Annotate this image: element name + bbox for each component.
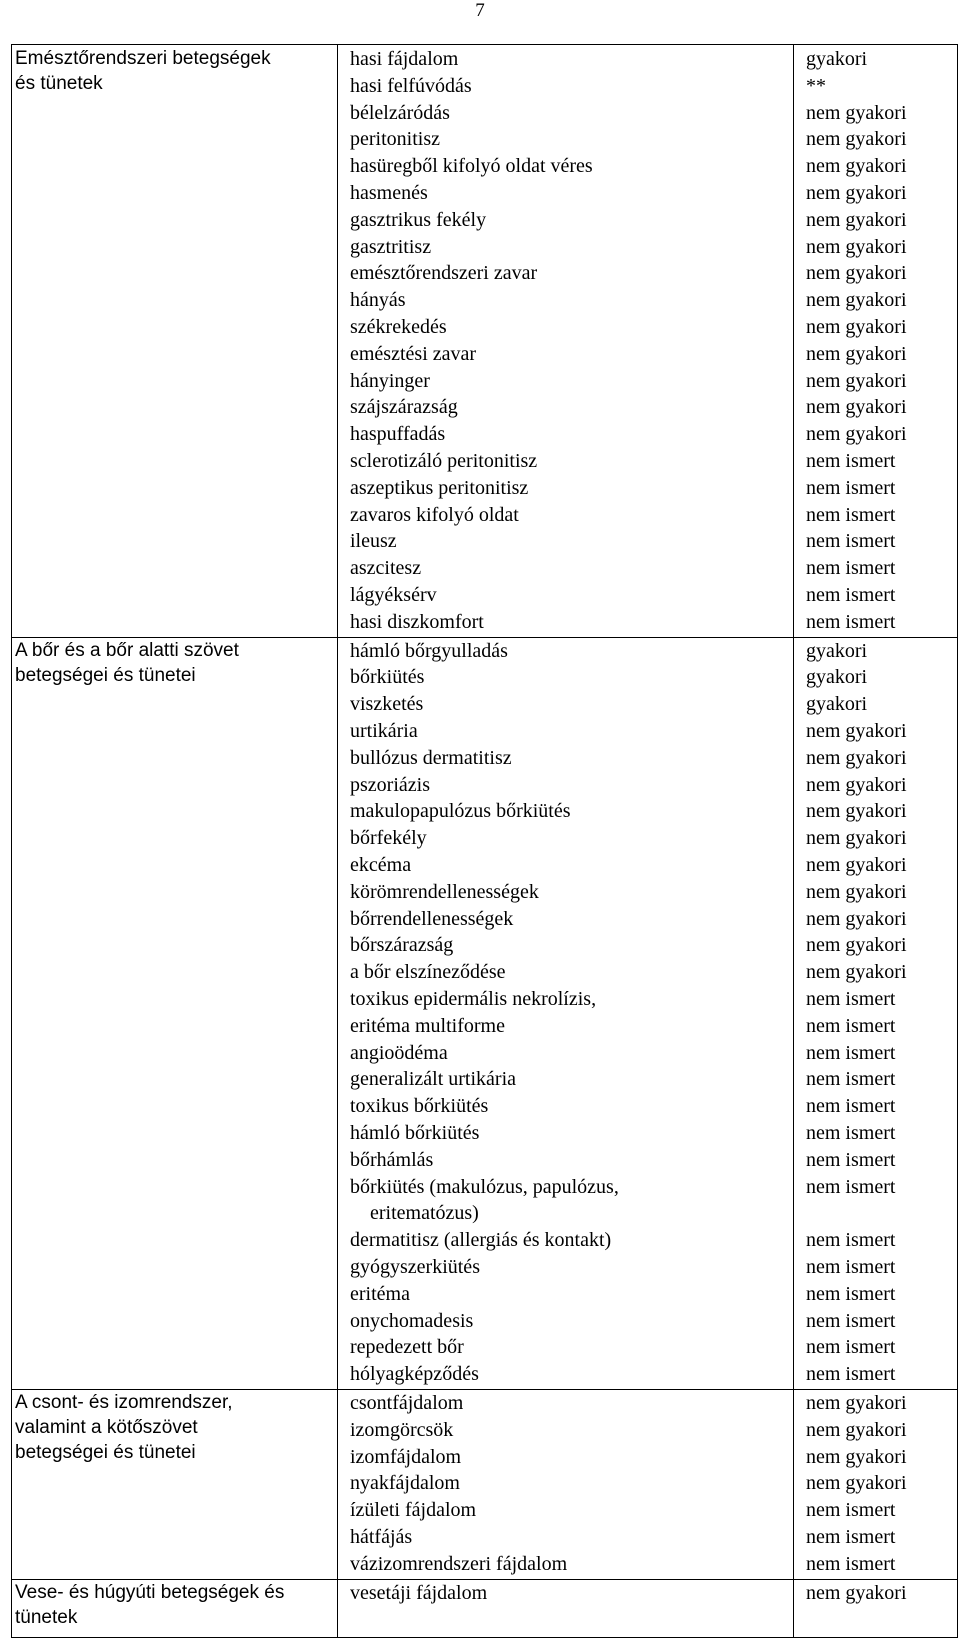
frequency-list — [806, 1390, 956, 1578]
adverse-reaction-term: szájszárazság — [350, 396, 458, 419]
frequency-value: nem gyakori — [806, 128, 907, 151]
frequency-value: nem ismert — [806, 1014, 896, 1037]
frequency-value: nem ismert — [806, 1229, 896, 1252]
frequency-value: nem gyakori — [806, 1445, 907, 1468]
frequency-value: nem ismert — [806, 1121, 896, 1144]
category-line: tünetek — [15, 1606, 78, 1628]
category-line: A bőr és a bőr alatti szövet — [15, 639, 239, 661]
adverse-reaction-term: eritéma — [350, 1282, 410, 1305]
category-line: és tünetek — [15, 73, 103, 94]
organ-system-category — [15, 638, 335, 688]
adverse-reaction-term: angioödéma — [350, 1041, 448, 1064]
adverse-reaction-term: gyógyszerkiütés — [350, 1255, 480, 1278]
frequency-list — [806, 1580, 956, 1607]
adverse-reaction-list — [350, 1580, 790, 1607]
adverse-reaction-term: a bőr elszíneződése — [350, 961, 506, 984]
category-line: Vese- és húgyúti betegségek és — [15, 1581, 285, 1603]
column-divider-1 — [337, 44, 338, 1638]
adverse-reaction-term: bőrfekély — [350, 827, 427, 850]
adverse-reaction-term: repedezett bőr — [350, 1336, 464, 1359]
adverse-reaction-term: vesetáji fájdalom — [350, 1581, 488, 1604]
adverse-reaction-term: bőrkiütés — [350, 666, 425, 689]
adverse-reaction-term: emésztőrendszeri zavar — [350, 262, 538, 285]
frequency-value: nem gyakori — [806, 1418, 907, 1441]
category-line: betegségei és tünetei — [15, 1442, 196, 1463]
adverse-reaction-term: izomgörcsök — [350, 1418, 454, 1441]
adverse-reaction-term: toxikus epidermális nekrolízis, — [350, 987, 597, 1010]
adverse-reaction-term: hámló bőrkiütés — [350, 1121, 480, 1144]
frequency-value: nem gyakori — [806, 235, 907, 258]
frequency-value: nem gyakori — [806, 208, 907, 231]
frequency-value: nem gyakori — [806, 827, 907, 850]
frequency-value: nem ismert — [806, 610, 896, 633]
category-line: valamint a kötőszövet — [15, 1417, 198, 1438]
frequency-value: nem ismert — [806, 1336, 896, 1359]
adverse-reaction-term: ízületi fájdalom — [350, 1499, 477, 1522]
frequency-value: nem gyakori — [806, 880, 907, 903]
frequency-value: nem gyakori — [806, 1581, 907, 1604]
frequency-value: nem gyakori — [806, 1392, 907, 1414]
frequency-value: nem gyakori — [806, 369, 907, 392]
adverse-reaction-term: hányinger — [350, 369, 430, 392]
frequency-value: gyakori — [806, 666, 868, 689]
frequency-value: nem ismert — [806, 1309, 896, 1332]
adverse-reaction-term: eritéma multiforme — [350, 1014, 505, 1037]
frequency-value: nem gyakori — [806, 396, 907, 419]
adverse-reaction-list — [350, 46, 790, 636]
frequency-value: nem ismert — [806, 503, 896, 526]
frequency-value: nem gyakori — [806, 907, 907, 930]
frequency-value: nem ismert — [806, 557, 896, 580]
adverse-reaction-term: dermatitisz (allergiás és kontakt) — [350, 1229, 612, 1252]
frequency-value: nem ismert — [806, 1175, 896, 1198]
adverse-reaction-term: ileusz — [350, 530, 397, 553]
adverse-reaction-term: körömrendellenességek — [350, 880, 539, 903]
adverse-reaction-term: onychomadesis — [350, 1309, 474, 1332]
adverse-reaction-term: generalizált urtikária — [350, 1068, 517, 1091]
frequency-value: nem ismert — [806, 1282, 896, 1305]
frequency-list — [806, 46, 956, 636]
frequency-value: gyakori — [806, 48, 868, 70]
organ-system-category — [15, 1390, 335, 1465]
frequency-value: nem ismert — [806, 1525, 896, 1548]
adverse-reaction-term: hámló bőrgyulladás — [350, 639, 508, 662]
adverse-reaction-term: urtikária — [350, 719, 418, 742]
frequency-value: nem gyakori — [806, 746, 907, 769]
frequency-value: nem gyakori — [806, 181, 907, 204]
frequency-value: nem ismert — [806, 1552, 896, 1575]
adverse-reaction-term: gasztrikus fekély — [350, 208, 487, 231]
frequency-value: nem gyakori — [806, 719, 907, 742]
adverse-reaction-term: aszeptikus peritonitisz — [350, 476, 529, 499]
frequency-value: nem gyakori — [806, 800, 907, 823]
organ-system-category — [15, 1580, 335, 1630]
section-divider — [11, 1579, 958, 1580]
adverse-reaction-term: makulopapulózus bőrkiütés — [350, 800, 571, 823]
section-divider — [11, 637, 958, 638]
page-number: 7 — [475, 0, 485, 21]
adverse-reaction-term: bélelzáródás — [350, 101, 450, 124]
frequency-value: nem gyakori — [806, 155, 907, 178]
adverse-reaction-term: izomfájdalom — [350, 1445, 462, 1468]
adverse-reaction-term: aszcitesz — [350, 557, 422, 580]
frequency-value: nem ismert — [806, 1095, 896, 1118]
adverse-reaction-term: gasztritisz — [350, 235, 432, 258]
adverse-reaction-term: haspuffadás — [350, 423, 446, 446]
frequency-value: nem gyakori — [806, 934, 907, 957]
frequency-value: nem ismert — [806, 1148, 896, 1171]
frequency-value: nem ismert — [806, 1255, 896, 1278]
frequency-value: nem gyakori — [806, 773, 907, 796]
adverse-reaction-term: bőrrendellenességek — [350, 907, 514, 930]
adverse-reaction-term: hányás — [350, 289, 406, 312]
frequency-value: nem ismert — [806, 1499, 896, 1522]
organ-system-category — [15, 46, 335, 96]
frequency-value: nem ismert — [806, 530, 896, 553]
section-divider — [11, 1389, 958, 1390]
adverse-reaction-term: hólyagképződés — [350, 1363, 479, 1386]
adverse-reaction-term: hasi fájdalom — [350, 48, 459, 70]
frequency-value: nem gyakori — [806, 853, 907, 876]
frequency-value: nem gyakori — [806, 262, 907, 285]
adverse-reaction-term: zavaros kifolyó oldat — [350, 503, 519, 526]
frequency-value: nem gyakori — [806, 1472, 907, 1495]
adverse-reaction-term: viszketés — [350, 693, 424, 716]
adverse-reaction-term: bőrkiütés (makulózus, papulózus, — [350, 1175, 619, 1198]
frequency-value — [806, 1200, 956, 1227]
category-line: betegségei és tünetei — [15, 664, 196, 686]
frequency-value: ** — [806, 74, 826, 97]
frequency-value: nem ismert — [806, 476, 896, 499]
adverse-reaction-term: bőrszárazság — [350, 934, 454, 957]
adverse-reaction-term: ekcéma — [350, 853, 412, 876]
frequency-value: nem ismert — [806, 1068, 896, 1091]
frequency-value: gyakori — [806, 693, 868, 716]
adverse-reaction-term: emésztési zavar — [350, 342, 477, 365]
frequency-value: nem gyakori — [806, 961, 907, 984]
adverse-reaction-list — [350, 1390, 790, 1578]
adverse-reaction-term: pszoriázis — [350, 773, 430, 796]
adverse-reaction-term: peritonitisz — [350, 128, 440, 151]
adverse-reaction-term: hasüregből kifolyó oldat véres — [350, 155, 593, 178]
frequency-value: nem ismert — [806, 1041, 896, 1064]
adverse-reaction-term: bullózus dermatitisz — [350, 746, 512, 769]
adverse-reaction-term: csontfájdalom — [350, 1392, 464, 1414]
frequency-value: nem gyakori — [806, 342, 907, 365]
adverse-reaction-term: hasmenés — [350, 181, 428, 204]
category-line: Emésztőrendszeri betegségek — [15, 48, 271, 69]
adverse-reaction-term: toxikus bőrkiütés — [350, 1095, 489, 1118]
frequency-value: nem ismert — [806, 583, 896, 606]
frequency-value: nem ismert — [806, 1363, 896, 1386]
adverse-reaction-term: lágyéksérv — [350, 583, 437, 606]
adverse-reaction-term: sclerotizáló peritonitisz — [350, 449, 538, 472]
adverse-reaction-term: eritematózus) — [370, 1202, 479, 1225]
column-divider-2 — [793, 44, 794, 1638]
adverse-reaction-term: vázizomrendszeri fájdalom — [350, 1552, 568, 1575]
frequency-value: nem gyakori — [806, 289, 907, 312]
category-line: A csont- és izomrendszer, — [15, 1392, 233, 1413]
adverse-reaction-list — [350, 638, 790, 1388]
adverse-reaction-term: hátfájás — [350, 1525, 413, 1548]
frequency-value: gyakori — [806, 639, 868, 662]
frequency-list — [806, 638, 956, 1388]
frequency-value: nem ismert — [806, 449, 896, 472]
adverse-reaction-term: hasi felfúvódás — [350, 74, 472, 97]
frequency-value: nem gyakori — [806, 423, 907, 446]
adverse-reaction-term: székrekedés — [350, 315, 447, 338]
frequency-value: nem ismert — [806, 987, 896, 1010]
adverse-reaction-term: hasi diszkomfort — [350, 610, 484, 633]
frequency-value: nem gyakori — [806, 315, 907, 338]
frequency-value: nem gyakori — [806, 101, 907, 124]
adverse-reaction-term: bőrhámlás — [350, 1148, 434, 1171]
adverse-reaction-term: nyakfájdalom — [350, 1472, 460, 1495]
